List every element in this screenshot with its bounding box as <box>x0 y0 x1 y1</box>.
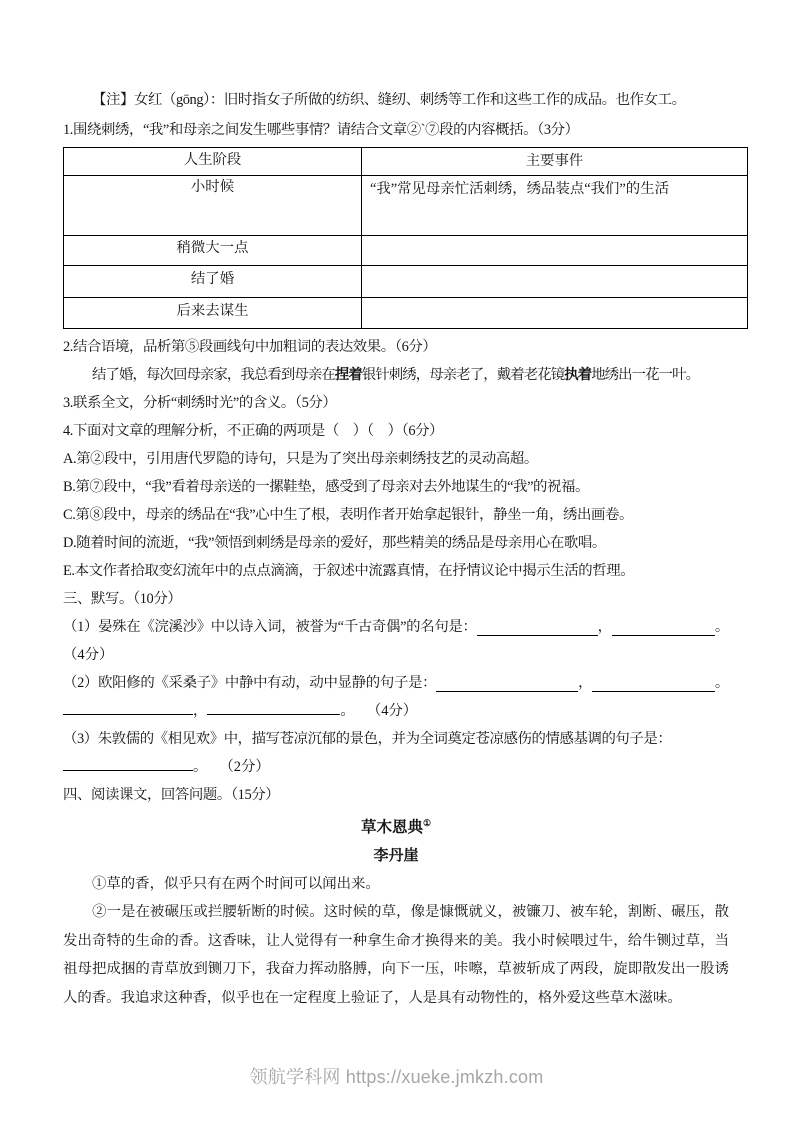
events-table <box>63 147 748 329</box>
bold-word: 捏着 <box>334 367 362 383</box>
table-row <box>64 266 748 298</box>
dictation-2-text: （2）欧阳修的《采桑子》中静中有动，动中显静的句子是： <box>63 675 437 691</box>
essay-title-text: 草木恩典 <box>360 819 423 837</box>
question-4-text: 4.下面对文章的理解分析，不正确的两项是（ ）（ ）（6分） <box>63 423 444 439</box>
section-4-heading: 四、阅读课文，回答问题。（15分） <box>63 787 280 803</box>
dictation-item-2-continued <box>63 697 729 725</box>
cell-stage: 小时候 <box>64 176 362 236</box>
answer-blank <box>63 698 193 715</box>
essay-paragraph-2 <box>63 898 729 1012</box>
question-4-option-a: A.第②段中，引用唐代罗隐的诗句，只是为了突出母亲刺绣技艺的灵动高超。 <box>63 451 538 467</box>
bold-word: 执着 <box>564 367 592 383</box>
header-cell-event: 主要事件 <box>362 148 748 176</box>
end-period: 。 <box>193 759 208 775</box>
question-4-option-b: B.第⑦段中，“我”看着母亲送的一摞鞋垫，感受到了母亲对去外地谋生的“我”的祝福。 <box>63 479 590 495</box>
cell-stage: 结了婚 <box>64 266 362 298</box>
cell-event <box>362 266 748 298</box>
table-row <box>64 298 748 329</box>
exam-content <box>63 88 729 1012</box>
table-row <box>64 236 748 266</box>
question-1-text: 1.围绕刺绣，“我”和母亲之间发生哪些事情？请结合文章②`⑦段的内容概括。（3分） <box>63 122 579 138</box>
essay-author: 李丹崖 <box>373 848 419 865</box>
question-4-option-c: C.第⑧段中，母亲的绣品在“我”心中生了根，表明作者开始拿起银针，静坐一角，绣出画卷。 <box>63 507 634 523</box>
end-period: 。 <box>714 619 729 635</box>
cell-event <box>362 236 748 266</box>
dictation-item-1 <box>63 613 729 641</box>
answer-blank <box>612 619 715 636</box>
dictation-1-score: （4分） <box>63 647 114 663</box>
question-3 <box>63 389 729 417</box>
dictation-item-3-continued <box>63 753 729 781</box>
cell-stage: 后来去谋生 <box>64 298 362 329</box>
question-2 <box>63 333 729 361</box>
essay-paragraph-2-text: ②一是在被碾压或拦腰斩断的时候。这时候的草，像是慷慨就义，被镰刀、被车轮，割断、碾压，散发出奇特的生命的香。这香味，让人觉得有一种拿生命才换得来的美。我小时候喂过牛，给牛铡过草，当祖母把成捆的青草放到铡刀下，我奋力挥动胳膊，向下一压，咔嚓，草被斩成了两段，旋即散发出一股诱人的香。我追求这种香，似乎也在一定程度上验证了，人是具有动物性的，格外爱这些草木滋味。 <box>63 904 729 1006</box>
answer-blank <box>592 675 715 692</box>
question-2-text: 2.结合语境，品析第⑤段画线句中加粗词的表达效果。（6分） <box>63 339 437 355</box>
answer-blank <box>436 675 578 692</box>
cell-event <box>362 298 748 329</box>
dictation-item-3 <box>63 725 729 753</box>
separator-comma: ， <box>193 703 208 719</box>
answer-blank <box>207 698 340 715</box>
watermark: 领航学科网 https://xueke.jmkzh.com <box>249 1067 544 1087</box>
dictation-2-score: （4分） <box>366 703 418 719</box>
end-period: 。 <box>340 703 355 719</box>
essay-title <box>63 809 729 842</box>
footnote-marker: ① <box>422 818 432 828</box>
table-header-row <box>64 148 748 176</box>
quote-segment: 地绣出一花一叶。 <box>591 367 700 383</box>
answer-blank <box>63 754 193 771</box>
section-3-heading: 三、默写。（10分） <box>63 591 182 607</box>
dictation-3-text: （3）朱敦儒的《相见欢》中，描写苍凉沉郁的景色，并为全词奠定苍凉感伤的情感基调的句子是： <box>63 731 672 747</box>
cell-stage: 稍微大一点 <box>64 236 362 266</box>
question-1 <box>63 118 729 142</box>
question-3-text: 3.联系全文，分析“刺绣时光”的含义。（5分） <box>63 395 337 411</box>
question-4-option-e: E.本文作者拾取变幻流年中的点点滴滴，于叙述中流露真情，在抒情议论中揭示生活的哲理。 <box>63 563 635 579</box>
question-2-quote <box>63 361 729 389</box>
footnote-text: 【注】女红（gōng）：旧时指女子所做的纺织、缝纫、刺绣等工作和这些工作的成品。也作女工。 <box>92 92 686 108</box>
question-4-option-d: D.随着时间的流逝，“我”领悟到刺绣是母亲的爱好，那些精美的绣品是母亲用心在歌唱。 <box>63 535 606 551</box>
separator-comma: ， <box>578 675 593 691</box>
footnote-line <box>63 88 729 112</box>
quote-segment: 银针刺绣，母亲老了，戴着老花镜 <box>361 367 565 383</box>
dictation-3-score: （2分） <box>219 759 270 775</box>
separator-comma: ， <box>597 619 612 635</box>
essay-paragraph-1: ①草的香，似乎只有在两个时间可以闻出来。 <box>92 876 380 893</box>
dictation-item-2 <box>63 669 729 697</box>
question-4 <box>63 417 729 445</box>
quote-segment: 结了婚，每次回母亲家，我总看到母亲在 <box>92 367 335 383</box>
end-period: 。 <box>714 675 729 691</box>
dictation-1-text: （1）晏殊在《浣溪沙》中以诗入词，被誉为“千古奇偶”的名句是： <box>63 619 477 635</box>
cell-event: “我”常见母亲忙活刺绣，绣品装点“我们”的生活 <box>362 176 748 236</box>
table-row <box>64 176 748 236</box>
answer-blank <box>477 619 598 636</box>
header-cell-stage: 人生阶段 <box>64 148 362 176</box>
